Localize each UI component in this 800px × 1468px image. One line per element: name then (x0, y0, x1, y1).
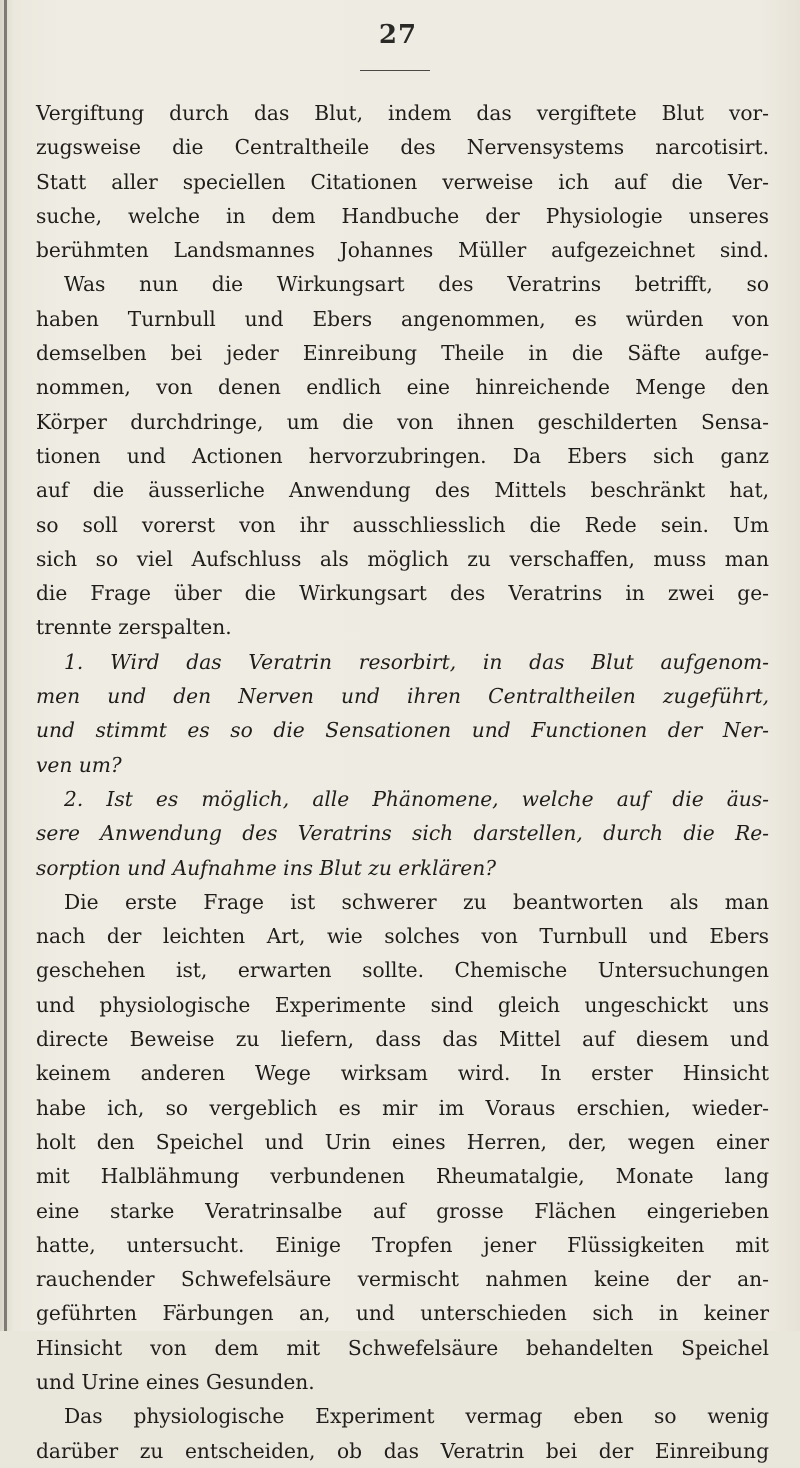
text-line: habe ich, so vergeblich es mir im Voraus erschien, wieder- (36, 1095, 769, 1120)
text-line: geführten Färbungen an, und unterschieden sich in keiner (36, 1301, 769, 1326)
text-line: die Frage über die Wirkungsart des Veratrins in zwei ge- (36, 581, 769, 606)
body-text (36, 96, 769, 1468)
text-line: darüber zu entscheiden, ob das Veratrin bei der Einreibung (36, 1438, 769, 1463)
text-line: geschehen ist, erwarten sollte. Chemische Untersuchungen (36, 958, 769, 983)
text-line: zugsweise die Centraltheile des Nervensystems narcotisirt. (36, 135, 769, 160)
text-line: suche, welche in dem Handbuche der Physiologie unseres (36, 203, 769, 228)
text-line: sich so viel Aufschluss als möglich zu verschaffen, muss man (36, 546, 769, 571)
text-line: mit Halblähmung verbundenen Rheumatalgie, Monate lang (36, 1164, 769, 1189)
text-line: holt den Speichel und Urin eines Herren, der, wegen einer (36, 1129, 769, 1154)
text-line: directe Beweise zu liefern, dass das Mittel auf diesem und (36, 1027, 769, 1052)
text-line: und Urine eines Gesunden. (36, 1369, 315, 1394)
text-line: Die erste Frage ist schwerer zu beantworten als man (64, 889, 769, 914)
text-line: Statt aller speciellen Citationen verweise ich auf die Ver- (36, 169, 769, 194)
binding-edge (4, 0, 7, 1331)
text-line: nach der leichten Art, wie solches von Turnbull und Ebers (36, 924, 769, 949)
text-line: eine starke Veratrinsalbe auf grosse Flächen eingerieben (36, 1198, 769, 1223)
text-line: Das physiologische Experiment vermag eben so wenig (64, 1404, 769, 1429)
text-line: und physiologische Experimente sind gleich ungeschickt uns (36, 992, 769, 1017)
text-line: sorption und Aufnahme ins Blut zu erklären? (36, 855, 497, 880)
text-line: trennte zerspalten. (36, 615, 232, 640)
text-line: auf die äusserliche Anwendung des Mittels beschränkt hat, (36, 478, 769, 503)
text-line: Was nun die Wirkungsart des Veratrins betrifft, so (64, 272, 769, 297)
text-line: berühmten Landsmannes Johannes Müller aufgezeichnet sind. (36, 238, 769, 263)
text-line: Hinsicht von dem mit Schwefelsäure behandelten Speichel (36, 1335, 769, 1360)
text-line: Körper durchdringe, um die von ihnen geschilderten Sensa- (36, 409, 769, 434)
text-line: so soll vorerst von ihr ausschliesslich die Rede sein. Um (36, 512, 769, 537)
text-line: men und den Nerven und ihren Centraltheilen zugeführt, (36, 684, 769, 709)
text-line: haben Turnbull und Ebers angenommen, es würden von (36, 306, 769, 331)
text-line: ven um? (36, 752, 122, 777)
text-line: 2. Ist es möglich, alle Phänomene, welche auf die äus- (64, 786, 769, 811)
text-line: sere Anwendung des Veratrins sich darstellen, durch die Re- (36, 821, 769, 846)
text-line: und stimmt es so die Sensationen und Functionen der Ner- (36, 718, 769, 743)
text-line: demselben bei jeder Einreibung Theile in die Säfte aufge- (36, 341, 769, 366)
text-line: keinem anderen Wege wirksam wird. In erster Hinsicht (36, 1061, 769, 1086)
page-number: 27 (378, 20, 418, 50)
text-line: tionen und Actionen hervorzubringen. Da Ebers sich ganz (36, 443, 769, 468)
text-line: Vergiftung durch das Blut, indem das vergiftete Blut vor- (36, 101, 769, 125)
text-line: nommen, von denen endlich eine hinreichende Menge den (36, 375, 769, 400)
text-line: 1. Wird das Veratrin resorbirt, in das Blut aufgenom- (64, 649, 769, 674)
text-line: rauchender Schwefelsäure vermischt nahmen keine der an- (36, 1267, 769, 1292)
header-rule (360, 70, 430, 71)
text-line: hatte, untersucht. Einige Tropfen jener Flüssigkeiten mit (36, 1232, 769, 1257)
